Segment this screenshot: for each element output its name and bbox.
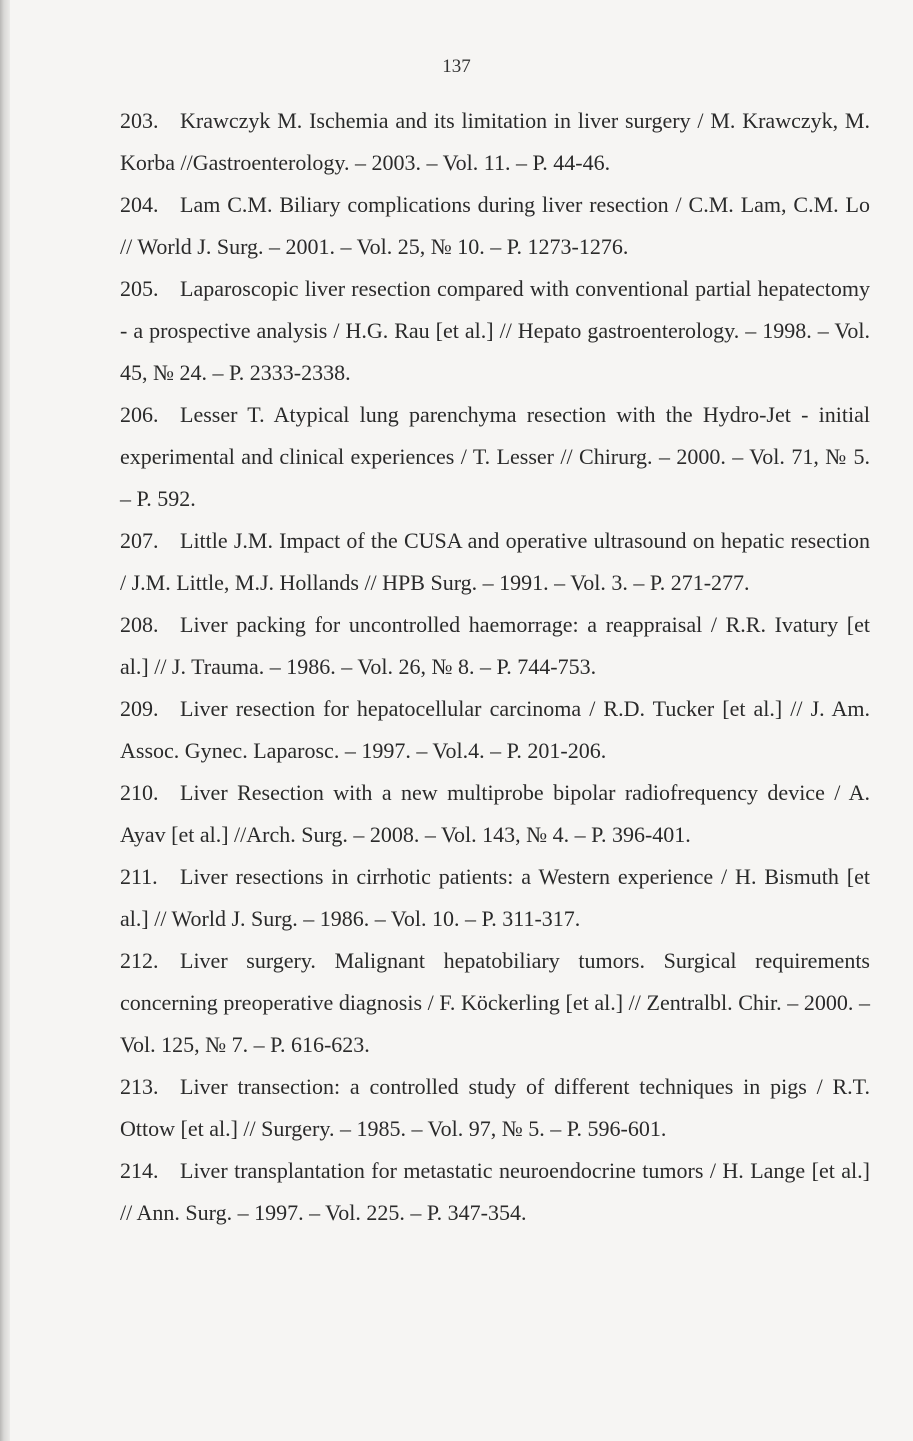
reference-text: Liver Resection with a new multiprobe bipolar radiofrequency device / A. Ayav [et al.] //Arch. Surg. – 2008. – Vol. 143, № 4. – P. 396-401.	[120, 780, 870, 847]
reference-text: Krawczyk M. Ischemia and its limitation in liver surgery / M. Krawczyk, M. Korba //Gastroenterology. – 2003. – Vol. 11. – P. 44-46.	[120, 108, 870, 175]
reference-number: 210.	[120, 780, 159, 805]
reference-item	[120, 100, 870, 184]
reference-text: Liver transplantation for metastatic neuroendocrine tumors / H. Lange [et al.] // Ann. Surg. – 1997. – Vol. 225. – P. 347-354.	[120, 1158, 870, 1225]
reference-number: 205.	[120, 276, 159, 301]
reference-item	[120, 394, 870, 520]
reference-text: Little J.M. Impact of the CUSA and operative ultrasound on hepatic resection / J.M. Little, M.J. Hollands // HPB Surg. – 1991. – Vol. 3. – P. 271-277.	[120, 528, 870, 595]
reference-item	[120, 940, 870, 1066]
reference-item	[120, 1150, 870, 1234]
reference-number: 209.	[120, 696, 159, 721]
reference-text: Laparoscopic liver resection compared with conventional partial hepatectomy - a prospective analysis / H.G. Rau [et al.] // Hepato gastroenterology. – 1998. – Vol. 45, № 24. – P. 2333-2338.	[120, 276, 870, 385]
reference-text: Lesser T. Atypical lung parenchyma resection with the Hydro-Jet - initial experimental and clinical experiences / T. Lesser // Chirurg. – 2000. – Vol. 71, № 5. – P. 592.	[120, 402, 870, 511]
reference-number: 214.	[120, 1158, 159, 1183]
reference-text: Liver resection for hepatocellular carcinoma / R.D. Tucker [et al.] // J. Am. Assoc. Gynec. Laparosc. – 1997. – Vol.4. – P. 201-206.	[120, 696, 870, 763]
reference-number: 212.	[120, 948, 159, 973]
reference-text: Lam C.M. Biliary complications during liver resection / C.M. Lam, C.M. Lo // World J. Surg. – 2001. – Vol. 25, № 10. – P. 1273-1276.	[120, 192, 870, 259]
reference-item	[120, 1066, 870, 1150]
reference-item	[120, 520, 870, 604]
reference-number: 204.	[120, 192, 159, 217]
reference-number: 211.	[120, 864, 158, 889]
reference-number: 208.	[120, 612, 159, 637]
reference-item	[120, 772, 870, 856]
reference-text: Liver resections in cirrhotic patients: a Western experience / H. Bismuth [et al.] // World J. Surg. – 1986. – Vol. 10. – P. 311-317.	[120, 864, 870, 931]
reference-number: 203.	[120, 108, 159, 133]
book-spine-shadow	[0, 0, 10, 1441]
reference-number: 213.	[120, 1074, 159, 1099]
page-number: 137	[442, 56, 471, 77]
reference-text: Liver surgery. Malignant hepatobiliary tumors. Surgical requirements concerning preoperative diagnosis / F. Köckerling [et al.] // Zentralbl. Chir. – 2000. – Vol. 125, № 7. – P. 616-623.	[120, 948, 870, 1057]
reference-number: 206.	[120, 402, 159, 427]
reference-item	[120, 688, 870, 772]
reference-text: Liver transection: a controlled study of different techniques in pigs / R.T. Ottow [et al.] // Surgery. – 1985. – Vol. 97, № 5. – P. 596-601.	[120, 1074, 870, 1141]
reference-item	[120, 268, 870, 394]
reference-item	[120, 856, 870, 940]
reference-list	[120, 100, 870, 1234]
reference-number: 207.	[120, 528, 159, 553]
reference-text: Liver packing for uncontrolled haemorrage: a reappraisal / R.R. Ivatury [et al.] // J. Trauma. – 1986. – Vol. 26, № 8. – P. 744-753.	[120, 612, 870, 679]
reference-item	[120, 604, 870, 688]
reference-item	[120, 184, 870, 268]
